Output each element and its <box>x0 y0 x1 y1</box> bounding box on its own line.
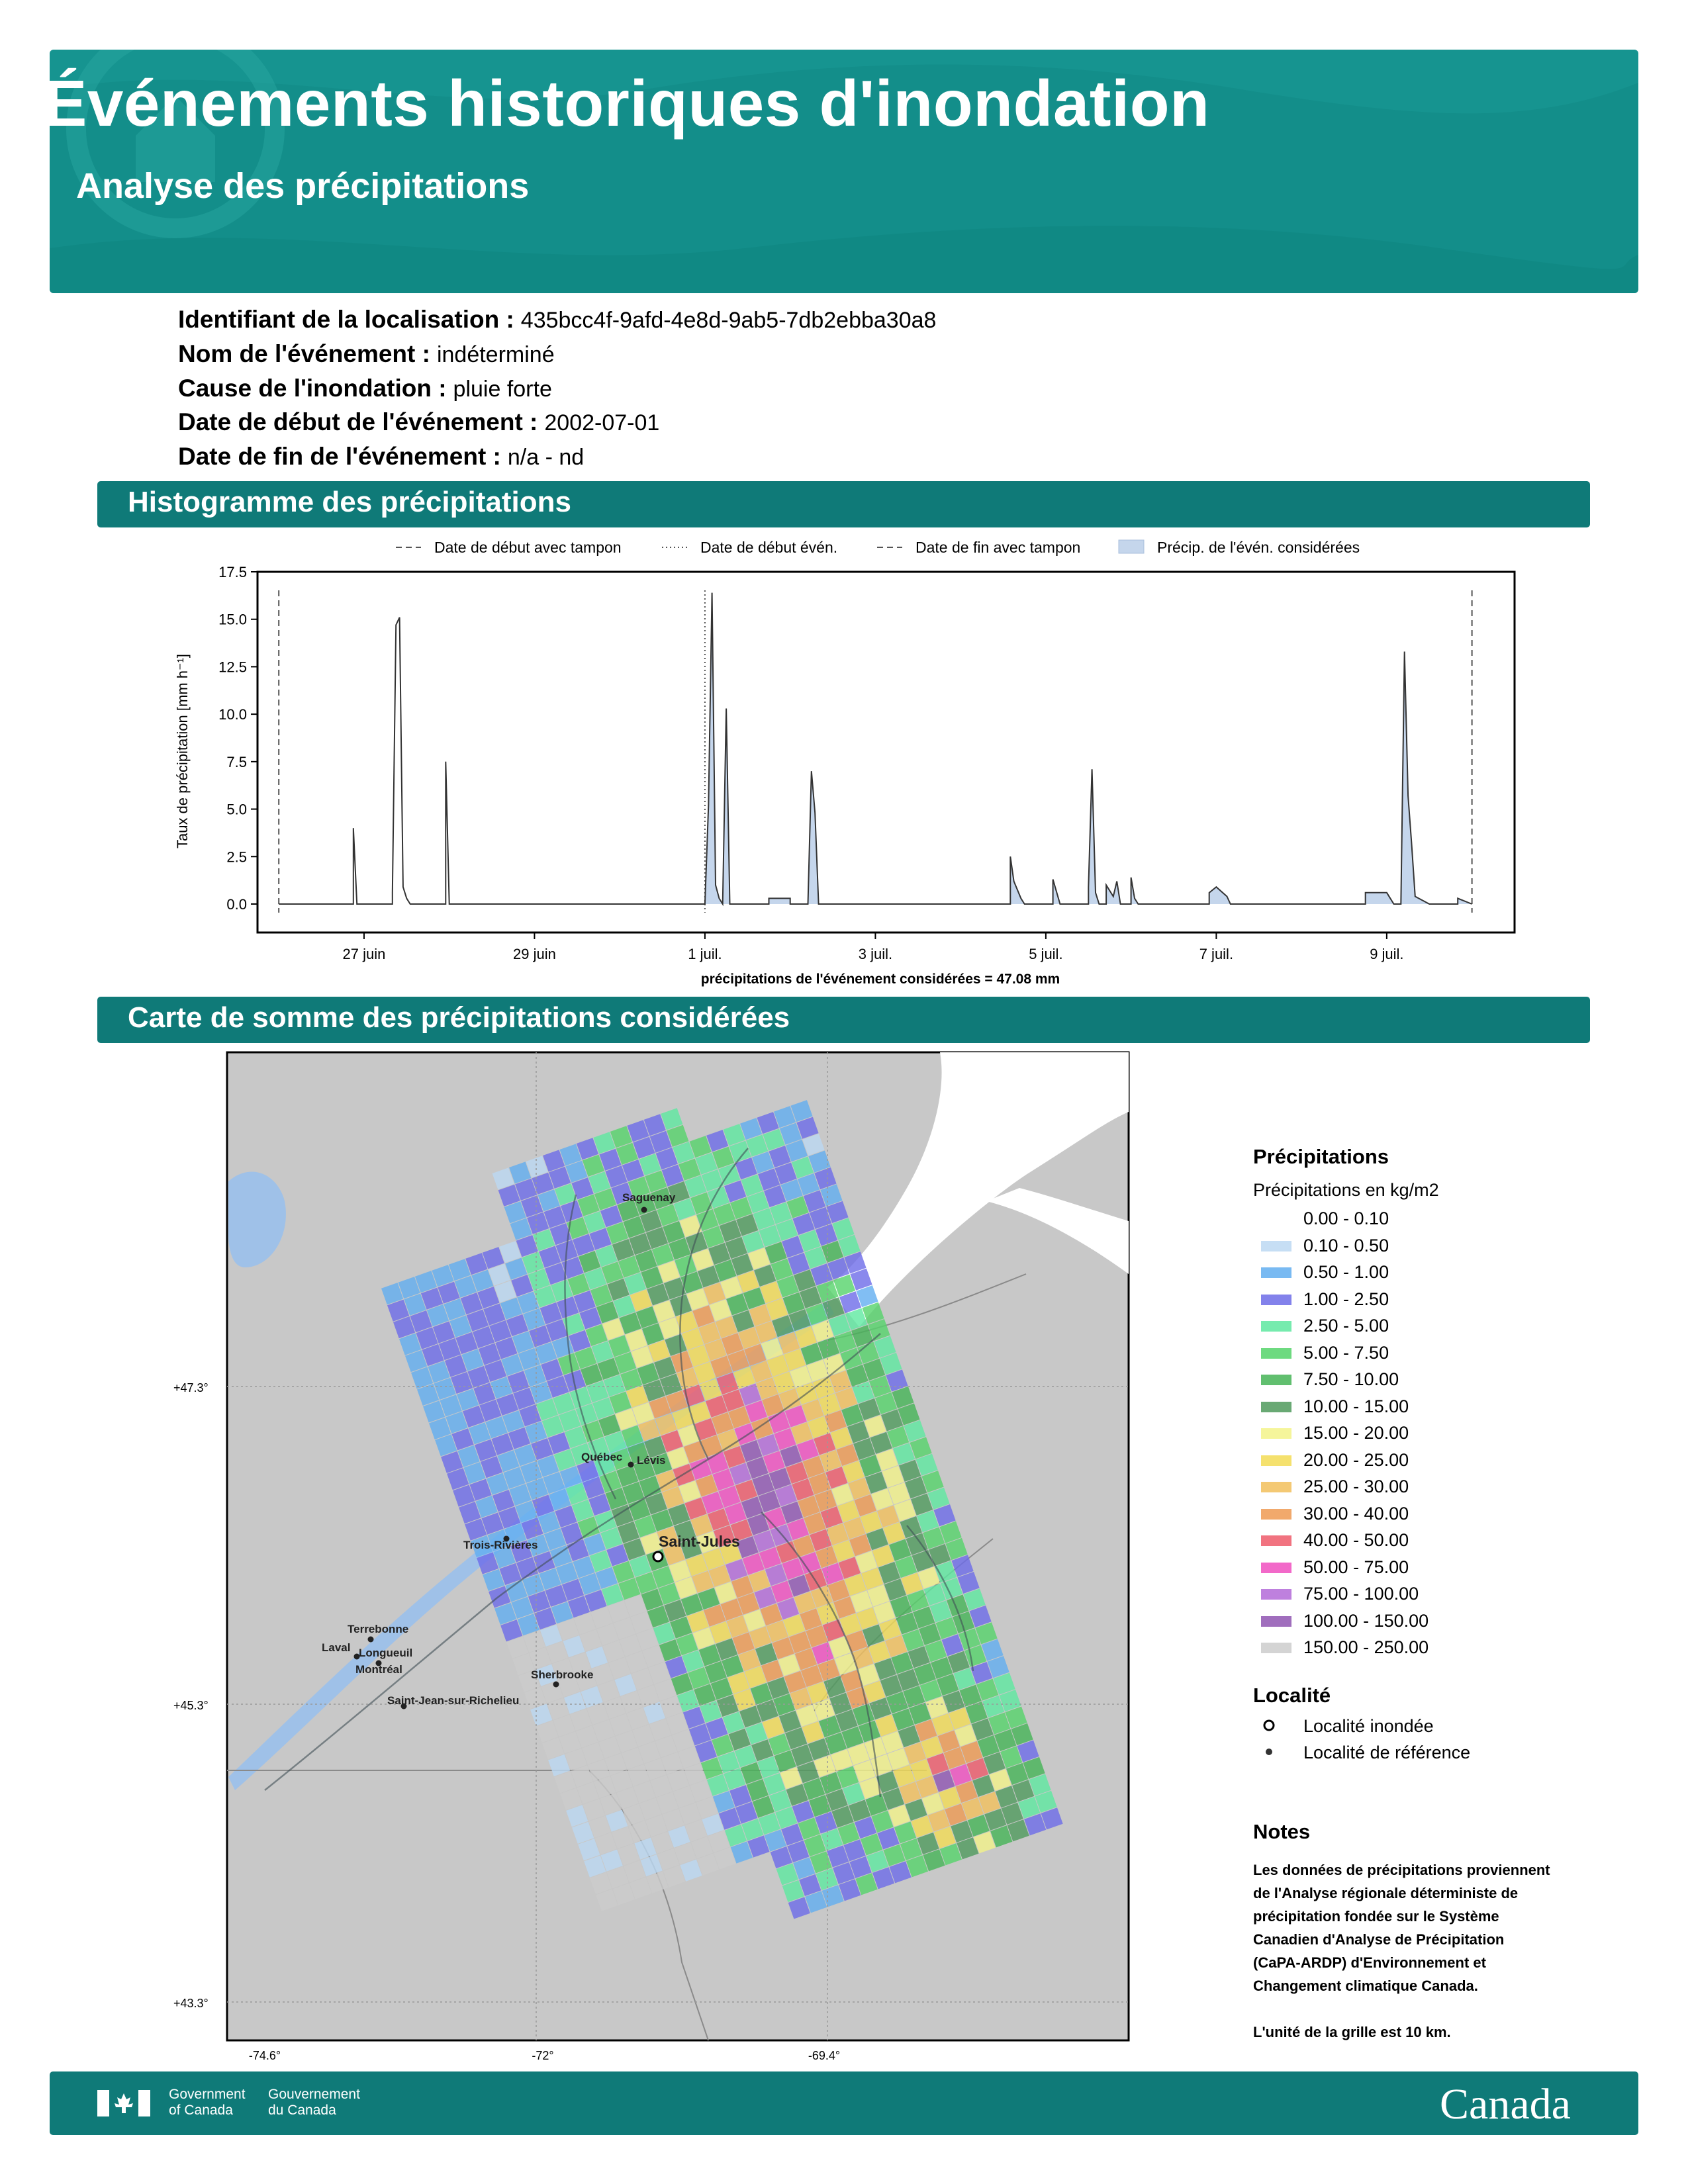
x-tick-label: 3 juil. <box>858 946 893 962</box>
legend-class-label: 7.50 - 10.00 <box>1303 1369 1399 1389</box>
legend-swatch <box>1261 1295 1291 1305</box>
legend-label: Date de début avec tampon <box>434 539 622 556</box>
place-marker-terrebonne <box>368 1637 374 1643</box>
canada-wordmark: Canada <box>1440 2080 1571 2128</box>
x-tick-label: 9 juil. <box>1370 946 1404 962</box>
notes-line: précipitation fondée sur le Système <box>1253 1908 1499 1925</box>
legend-entry <box>1119 539 1360 556</box>
place-marker-quebec <box>628 1462 634 1468</box>
notes-line: Changement climatique Canada. <box>1253 1978 1478 1994</box>
legend-class-label: 1.00 - 2.50 <box>1303 1289 1389 1309</box>
lon-label-1: -74.6° <box>248 2049 281 2062</box>
lon-label-3: -69.4° <box>808 2049 841 2062</box>
y-tick-label: 10.0 <box>218 706 247 723</box>
legend-title: Précipitations <box>1253 1145 1389 1168</box>
place-label-quebec: Québec <box>581 1451 623 1463</box>
place-label-montreal: Montréal <box>355 1663 402 1676</box>
legend-class-label: 50.00 - 75.00 <box>1303 1557 1409 1577</box>
y-tick-label: 12.5 <box>218 659 247 676</box>
notes-line: (CaPA-ARDP) d'Environnement et <box>1253 1954 1486 1971</box>
place-label-longueuil: Longueuil <box>359 1647 413 1659</box>
legend-class-label: 40.00 - 50.00 <box>1303 1530 1409 1550</box>
place-label-sherbrooke: Sherbrooke <box>531 1668 594 1681</box>
section-histogram-header: Histogramme des précipitations <box>97 481 1590 527</box>
legend-swatch <box>1119 540 1144 553</box>
notes-text <box>1253 1858 1550 2044</box>
x-axis <box>343 933 1404 962</box>
gov-fr: Gouvernement du Canada <box>268 2087 360 2118</box>
y-axis <box>218 564 258 913</box>
lat-label-3: +43.3° <box>173 1997 209 2010</box>
legend-class-label: 0.00 - 0.10 <box>1303 1208 1389 1228</box>
place-label-laval: Laval <box>322 1641 351 1654</box>
legend-entry <box>396 539 622 556</box>
legend-swatch <box>1261 1643 1291 1653</box>
legend-class-label: 0.10 - 0.50 <box>1303 1235 1389 1255</box>
place-label-trois-rivieres: Trois-Rivières <box>463 1539 538 1551</box>
legend-entry <box>662 539 837 556</box>
info-end-date: Date de fin de l'événement : n/a - nd <box>178 443 585 470</box>
x-tick-label: 27 juin <box>342 946 386 962</box>
info-start-date: Date de début de l'événement : 2002-07-01 <box>178 408 660 435</box>
info-flood-cause: Cause de l'inondation : pluie forte <box>178 375 552 402</box>
lat-label-1: +47.3° <box>173 1381 209 1394</box>
legend-entry <box>877 539 1080 556</box>
open-circle-icon <box>1261 1717 1277 1733</box>
y-tick-label: 0.0 <box>226 895 247 913</box>
legend-class-label: 100.00 - 150.00 <box>1303 1610 1429 1631</box>
y-tick-label: 2.5 <box>226 848 247 866</box>
legend-class-label: 20.00 - 25.00 <box>1303 1449 1409 1470</box>
legend-subtitle: Précipitations en kg/m2 <box>1253 1180 1439 1200</box>
y-axis-label: Taux de précipitation [mm h⁻¹] <box>174 653 191 849</box>
legend-swatch <box>1261 1402 1291 1412</box>
legend-class-label: 10.00 - 15.00 <box>1303 1396 1409 1416</box>
info-location-id: Identifiant de la localisation : 435bcc4f-9afd-4e8d-9ab5-7db2ebba30a8 <box>178 306 937 333</box>
place-label-levis: Lévis <box>637 1454 666 1467</box>
legend-class-label: 25.00 - 30.00 <box>1303 1477 1409 1496</box>
x-tick-label: 7 juil. <box>1199 946 1234 962</box>
x-tick-label: 5 juil. <box>1029 946 1063 962</box>
x-axis-label: précipitations de l'événement considérées = 47.08 mm <box>700 972 1060 987</box>
legend-swatch <box>1261 1214 1291 1224</box>
lon-label-2: -72° <box>532 2049 554 2062</box>
legend-swatch <box>1261 1535 1291 1546</box>
place-label-saguenay: Saguenay <box>622 1191 676 1204</box>
legend-swatch <box>1261 1375 1291 1385</box>
lat-label-2: +45.3° <box>173 1699 209 1712</box>
legend-swatch <box>1261 1616 1291 1627</box>
legend-swatch <box>1261 1321 1291 1332</box>
gov-en: Government of Canada <box>169 2087 246 2118</box>
legend-class-label: 15.00 - 20.00 <box>1303 1423 1409 1443</box>
y-tick-label: 17.5 <box>218 564 247 580</box>
legend-class-label: 30.00 - 40.00 <box>1303 1503 1409 1524</box>
notes-line <box>1253 1997 1550 2021</box>
legend-class-label: 2.50 - 5.00 <box>1303 1316 1389 1336</box>
legend-swatch <box>1261 1428 1291 1439</box>
legend-swatch <box>1261 1482 1291 1492</box>
filled-dot-icon <box>1261 1744 1277 1760</box>
legend-swatch <box>1261 1589 1291 1600</box>
place-label-saint-jean: Saint-Jean-sur-Richelieu <box>387 1694 520 1707</box>
y-tick-label: 7.5 <box>226 753 247 770</box>
page-subtitle: Analyse des précipitations <box>76 166 530 206</box>
notes-line: Les données de précipitations proviennent <box>1253 1862 1550 1878</box>
place-marker-saguenay <box>641 1207 647 1213</box>
notes-line: Canadien d'Analyse de Précipitation <box>1253 1931 1505 1948</box>
legend-class-label: 5.00 - 7.50 <box>1303 1342 1389 1363</box>
legend-swatch <box>1261 1455 1291 1466</box>
x-tick-label: 1 juil. <box>688 946 722 962</box>
legend-swatch <box>1261 1348 1291 1359</box>
notes-line: L'unité de la grille est 10 km. <box>1253 2024 1451 2040</box>
canada-flag-icon <box>97 2090 150 2116</box>
legend-class-label: 75.00 - 100.00 <box>1303 1584 1419 1604</box>
x-tick-label: 29 juin <box>513 946 556 962</box>
legend-swatch <box>1261 1241 1291 1251</box>
chart-legend <box>396 539 1360 556</box>
locality-title: Localité <box>1253 1684 1331 1707</box>
notes-title: Notes <box>1253 1820 1311 1843</box>
legend-label: Date de début évén. <box>700 539 838 556</box>
legend-swatch <box>1261 1509 1291 1520</box>
place-label-saint-jules: Saint-Jules <box>659 1533 740 1550</box>
legend-label: Date de fin avec tampon <box>915 539 1081 556</box>
legend-class-label: 0.50 - 1.00 <box>1303 1262 1389 1282</box>
legend-swatch <box>1261 1267 1291 1278</box>
place-label-terrebonne: Terrebonne <box>348 1623 409 1635</box>
legend-swatch <box>1261 1563 1291 1573</box>
legend-class-label: 150.00 - 250.00 <box>1303 1637 1429 1657</box>
info-event-name: Nom de l'événement : indéterminé <box>178 340 555 367</box>
footer-banner <box>50 2071 1638 2135</box>
place-marker-saint-jules <box>653 1552 663 1561</box>
place-marker-sherbrooke <box>553 1682 559 1688</box>
y-tick-label: 15.0 <box>218 611 247 628</box>
legend-label: Précip. de l'évén. considérées <box>1157 539 1360 556</box>
precipitation-histogram <box>0 529 1688 993</box>
precipitation-map <box>165 1049 1139 2071</box>
page-title: Événements historiques d'inondation <box>44 67 1210 140</box>
notes-line: de l'Analyse régionale déterministe de <box>1253 1885 1519 1901</box>
y-tick-label: 5.0 <box>226 801 247 818</box>
section-map-header: Carte de somme des précipitations considérées <box>97 997 1590 1043</box>
